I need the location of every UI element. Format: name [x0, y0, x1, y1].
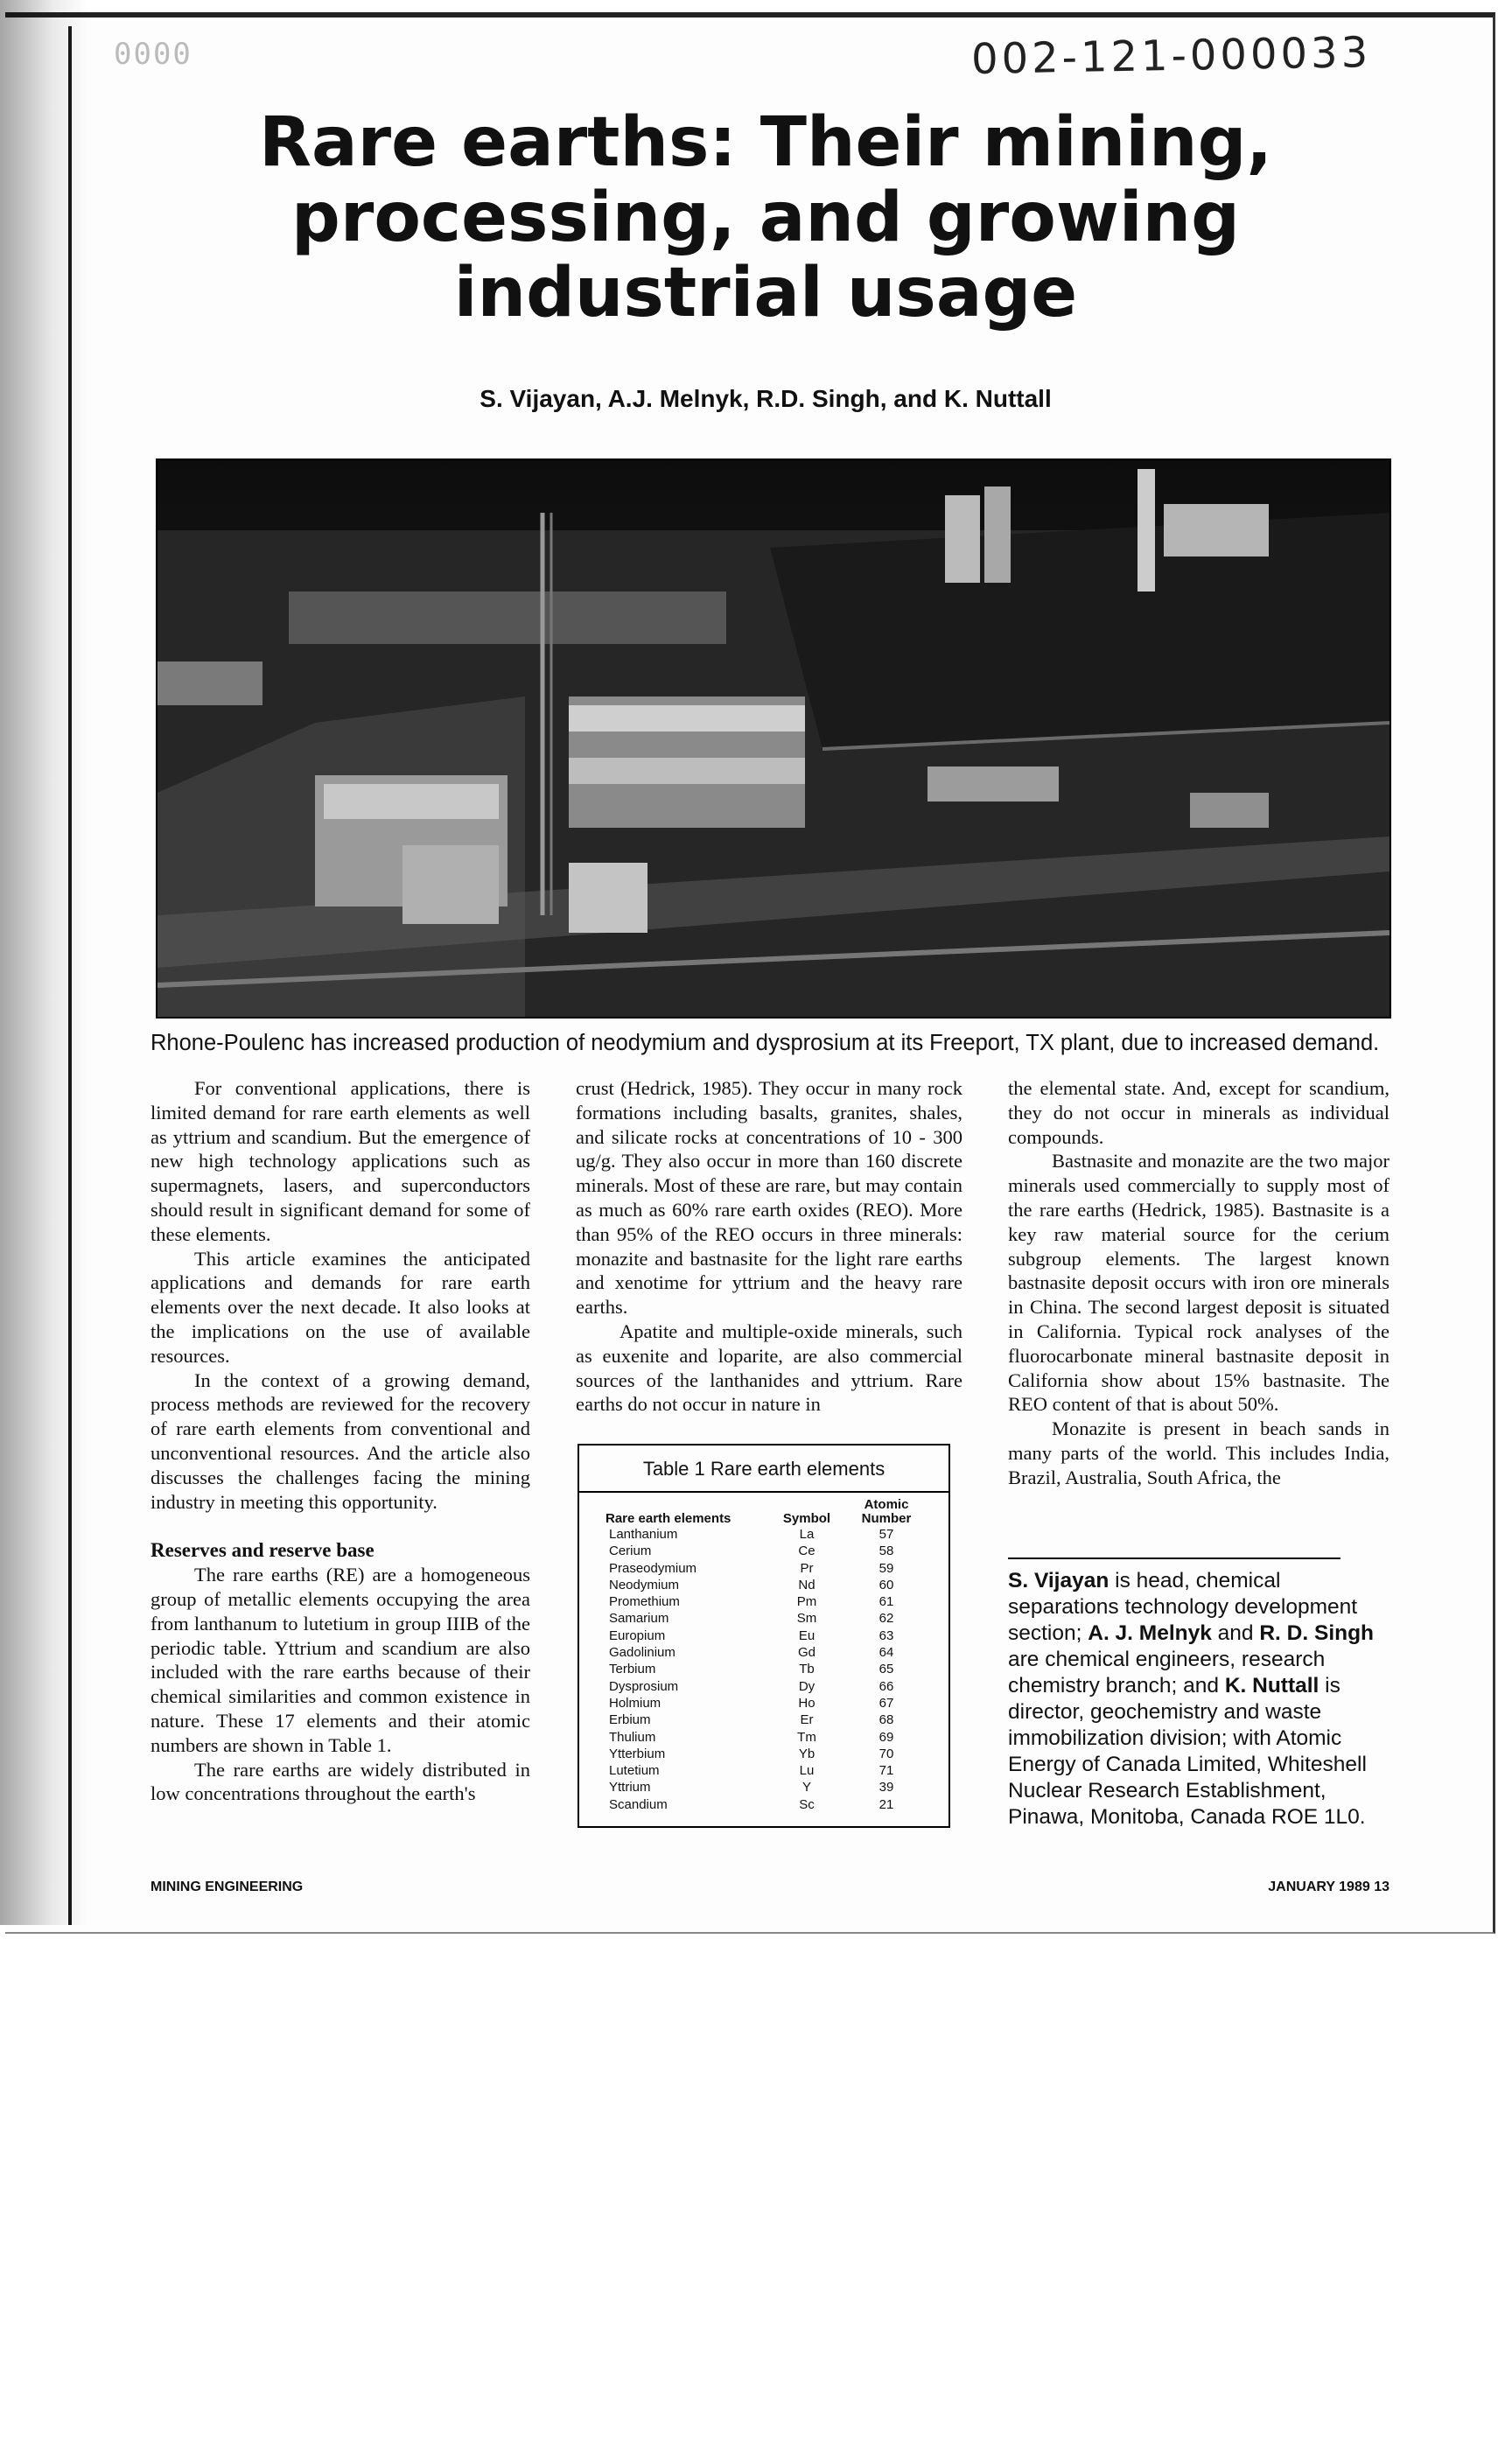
paragraph: The rare earths (RE) are a homogeneous group of metallic elements occupying the area from lanthanum to lutetium in group IIIB of the periodic table. Yttrium and scandium are also included with the rare earths because of their chemical similarities and common existence in nature. These 17 elements and their atomic numbers are shown in Table 1. [150, 1564, 530, 1756]
table-cell: 67 [878, 1695, 894, 1711]
table-row [579, 1526, 948, 1543]
bio-text: are chemical engineers, research chemistry branch; and [1008, 1648, 1326, 1698]
table-cell: Scandium [609, 1796, 668, 1812]
table-cell: 68 [878, 1712, 894, 1728]
table-cell: Terbium [609, 1662, 656, 1677]
table-cell: Tb [799, 1662, 815, 1677]
rare-earth-table [578, 1444, 950, 1828]
table-row [579, 1746, 948, 1762]
paragraph: Apatite and multiple-oxide minerals, such as euxenite and loparite, are also commercial sources of the lanthanides and yttrium. Rare earths do not occur in nature in [576, 1320, 962, 1416]
table-cell: Yb [798, 1746, 816, 1761]
scan-shadow [0, 0, 88, 1925]
table-row [579, 1695, 948, 1712]
table-cell: 71 [878, 1763, 894, 1779]
table-row [579, 1779, 948, 1796]
table-cell: Neodymium [609, 1577, 680, 1592]
author-bio [1008, 1558, 1393, 1830]
table-cell: Er [800, 1712, 814, 1728]
paragraph: crust (Hedrick, 1985). They occur in many rock formations including basalts, granites, shales, and silicate rocks at concentrations of 10 - 300 ug/g. They also occur in more than 160 discrete minerals. Most of these are rare, but may contain as much as 60% rare earth oxides (REO). More than 95% of the REO occurs in three minerals: monazite and bastnasite for the light rare earths and xenotime for yttrium and the heavy rare earths. [576, 1077, 962, 1319]
table-cell: Sc [799, 1796, 815, 1812]
table-cell: 70 [878, 1746, 894, 1761]
table-header [579, 1498, 948, 1526]
paragraph: This article examines the anticipated applications and demands for rare earth elements over the next decade. It also looks at the implications on the use of available resources. [150, 1247, 530, 1367]
table-row [579, 1678, 948, 1695]
table-cell: Lutetium [609, 1763, 660, 1779]
paragraph: The rare earths are widely distributed in low concentrations throughout the earth's [150, 1758, 530, 1805]
table-cell: 21 [878, 1796, 894, 1812]
text-column-2 [576, 1076, 962, 1417]
table-cell: Thulium [609, 1729, 656, 1745]
table-cell: Lanthanium [609, 1527, 678, 1542]
binding-line [68, 26, 72, 1925]
table-cell: Europium [609, 1628, 666, 1643]
header-cell: Atomic Number [861, 1497, 912, 1526]
table-row [579, 1729, 948, 1746]
paragraph: Monazite is present in beach sands in many parts of the world. This includes India, Brazil, Australia, South Africa, the [1008, 1418, 1390, 1488]
table-cell: Ce [798, 1544, 816, 1559]
table-row [579, 1543, 948, 1559]
table-cell: Praseodymium [609, 1560, 697, 1576]
table-cell: Dysprosium [609, 1678, 679, 1694]
article-title: Rare earths: Their mining, processing, and growing industrial usage [258, 103, 1273, 332]
table-cell: Ytterbium [609, 1746, 666, 1761]
text-column-3 [1008, 1076, 1390, 1490]
table-cell: 60 [878, 1577, 894, 1592]
section-heading: Reserves and reserve base [150, 1539, 374, 1562]
table-rule [579, 1491, 948, 1493]
table-cell: 63 [878, 1628, 894, 1643]
header-cell: Rare earth elements [606, 1511, 732, 1526]
paragraph: In the context of a growing demand, process methods are reviewed for the recovery of rare earth elements from conventional and unconventional resources. And the article also discusses the challenges facing the mining industry in meeting this opportunity. [150, 1368, 530, 1513]
table-cell: Sm [796, 1611, 817, 1627]
footer-journal: MINING ENGINEERING [150, 1880, 304, 1894]
author-name: R. D. Singh [1259, 1621, 1375, 1645]
author-name: S. Vijayan [1008, 1569, 1110, 1592]
table-cell: Dy [798, 1678, 816, 1694]
table-cell: 59 [878, 1560, 894, 1576]
table-row [579, 1610, 948, 1627]
table-row [579, 1560, 948, 1577]
table-row [579, 1712, 948, 1728]
table-cell: Samarium [609, 1611, 669, 1627]
table-cell: 69 [878, 1729, 894, 1745]
bio-text: is director, geochemistry and waste immobilization division; with Atomic Energy of Canada Limited, Whiteshell Nuclear Research Establishment, Pinawa, Monitoba, Canada ROE 1L0. [1008, 1674, 1367, 1829]
table-cell: Ho [798, 1695, 816, 1711]
author-name: A. J. Melnyk [1088, 1621, 1212, 1645]
table-row [579, 1661, 948, 1677]
table-row [579, 1628, 948, 1644]
plant-aerial-photo [156, 458, 1391, 1018]
table-row [579, 1644, 948, 1661]
table-cell: Lu [799, 1763, 815, 1779]
header-cell: Symbol [782, 1511, 831, 1526]
table-cell: 39 [878, 1780, 894, 1796]
table-cell: Tm [797, 1729, 816, 1745]
table-cell: Erbium [609, 1712, 651, 1728]
bio-text: and [1211, 1621, 1260, 1645]
table-cell: Gadolinium [609, 1645, 676, 1661]
table-cell: 62 [878, 1611, 894, 1627]
text-column-1 [150, 1076, 530, 1806]
faint-stamp: 0000 [114, 37, 192, 72]
paragraph: the elemental state. And, except for scandium, they do not occur in minerals as individual compounds. [1008, 1077, 1390, 1148]
handwritten-document-id: 002-121-000033 [970, 28, 1372, 84]
table-cell: Gd [797, 1645, 816, 1661]
table-cell: Eu [798, 1628, 816, 1643]
table-cell: 58 [878, 1544, 894, 1559]
table-cell: 61 [878, 1594, 894, 1610]
table-cell: 66 [878, 1678, 894, 1694]
table-cell: 64 [878, 1645, 894, 1661]
article-authors: S. Vijayan, A.J. Melnyk, R.D. Singh, and K. Nuttall [480, 385, 1052, 412]
table-cell: Cerium [609, 1544, 652, 1559]
table-body [579, 1526, 948, 1813]
table-row [579, 1577, 948, 1593]
paragraph: For conventional applications, there is limited demand for rare earth elements as well as yttrium and scandium. But the emergence of new high technology applications such as supermagnets, lasers, and superconductors should result in significant demand for some of these elements. [150, 1077, 530, 1245]
plant-photo-illustration [158, 460, 1390, 1017]
table-row [579, 1762, 948, 1779]
table-cell: 57 [878, 1527, 894, 1542]
photo-caption: Rhone-Poulenc has increased production of neodymium and dysprosium at its Freeport, TX plant, due to increased demand. [150, 1031, 1380, 1055]
table-row [579, 1796, 948, 1813]
table-cell: Nd [798, 1577, 816, 1592]
table-cell: Promethium [609, 1594, 680, 1610]
table-cell: Pm [796, 1594, 817, 1610]
table-cell: Y [802, 1780, 811, 1796]
table-cell: Yttrium [609, 1780, 651, 1796]
table-row [579, 1593, 948, 1610]
paragraph: Bastnasite and monazite are the two major minerals used commercially to supply most of the rare earths (Hedrick, 1985). Bastnasite is a key raw material source for the cerium subgroup elements. The largest known bastnasite deposit occurs with iron ore minerals in China. The second largest deposit is situated in California. Typical rock analyses of the fluorocarbonate mineral bastnasite deposit in California show about 15% bastnasite. The REO content of that is about 50%. [1008, 1150, 1390, 1416]
table-cell: Holmium [609, 1695, 662, 1711]
bio-rule [1008, 1558, 1340, 1559]
table-cell: 65 [878, 1662, 894, 1677]
footer-date-page: JANUARY 1989 13 [1268, 1880, 1390, 1894]
author-name: K. Nuttall [1224, 1674, 1320, 1698]
table-title: Table 1 Rare earth elements [642, 1458, 886, 1480]
table-cell: Pr [800, 1560, 814, 1576]
table-cell: La [799, 1527, 815, 1542]
bio-text: is head, chemical separations technology development section; [1008, 1569, 1358, 1645]
